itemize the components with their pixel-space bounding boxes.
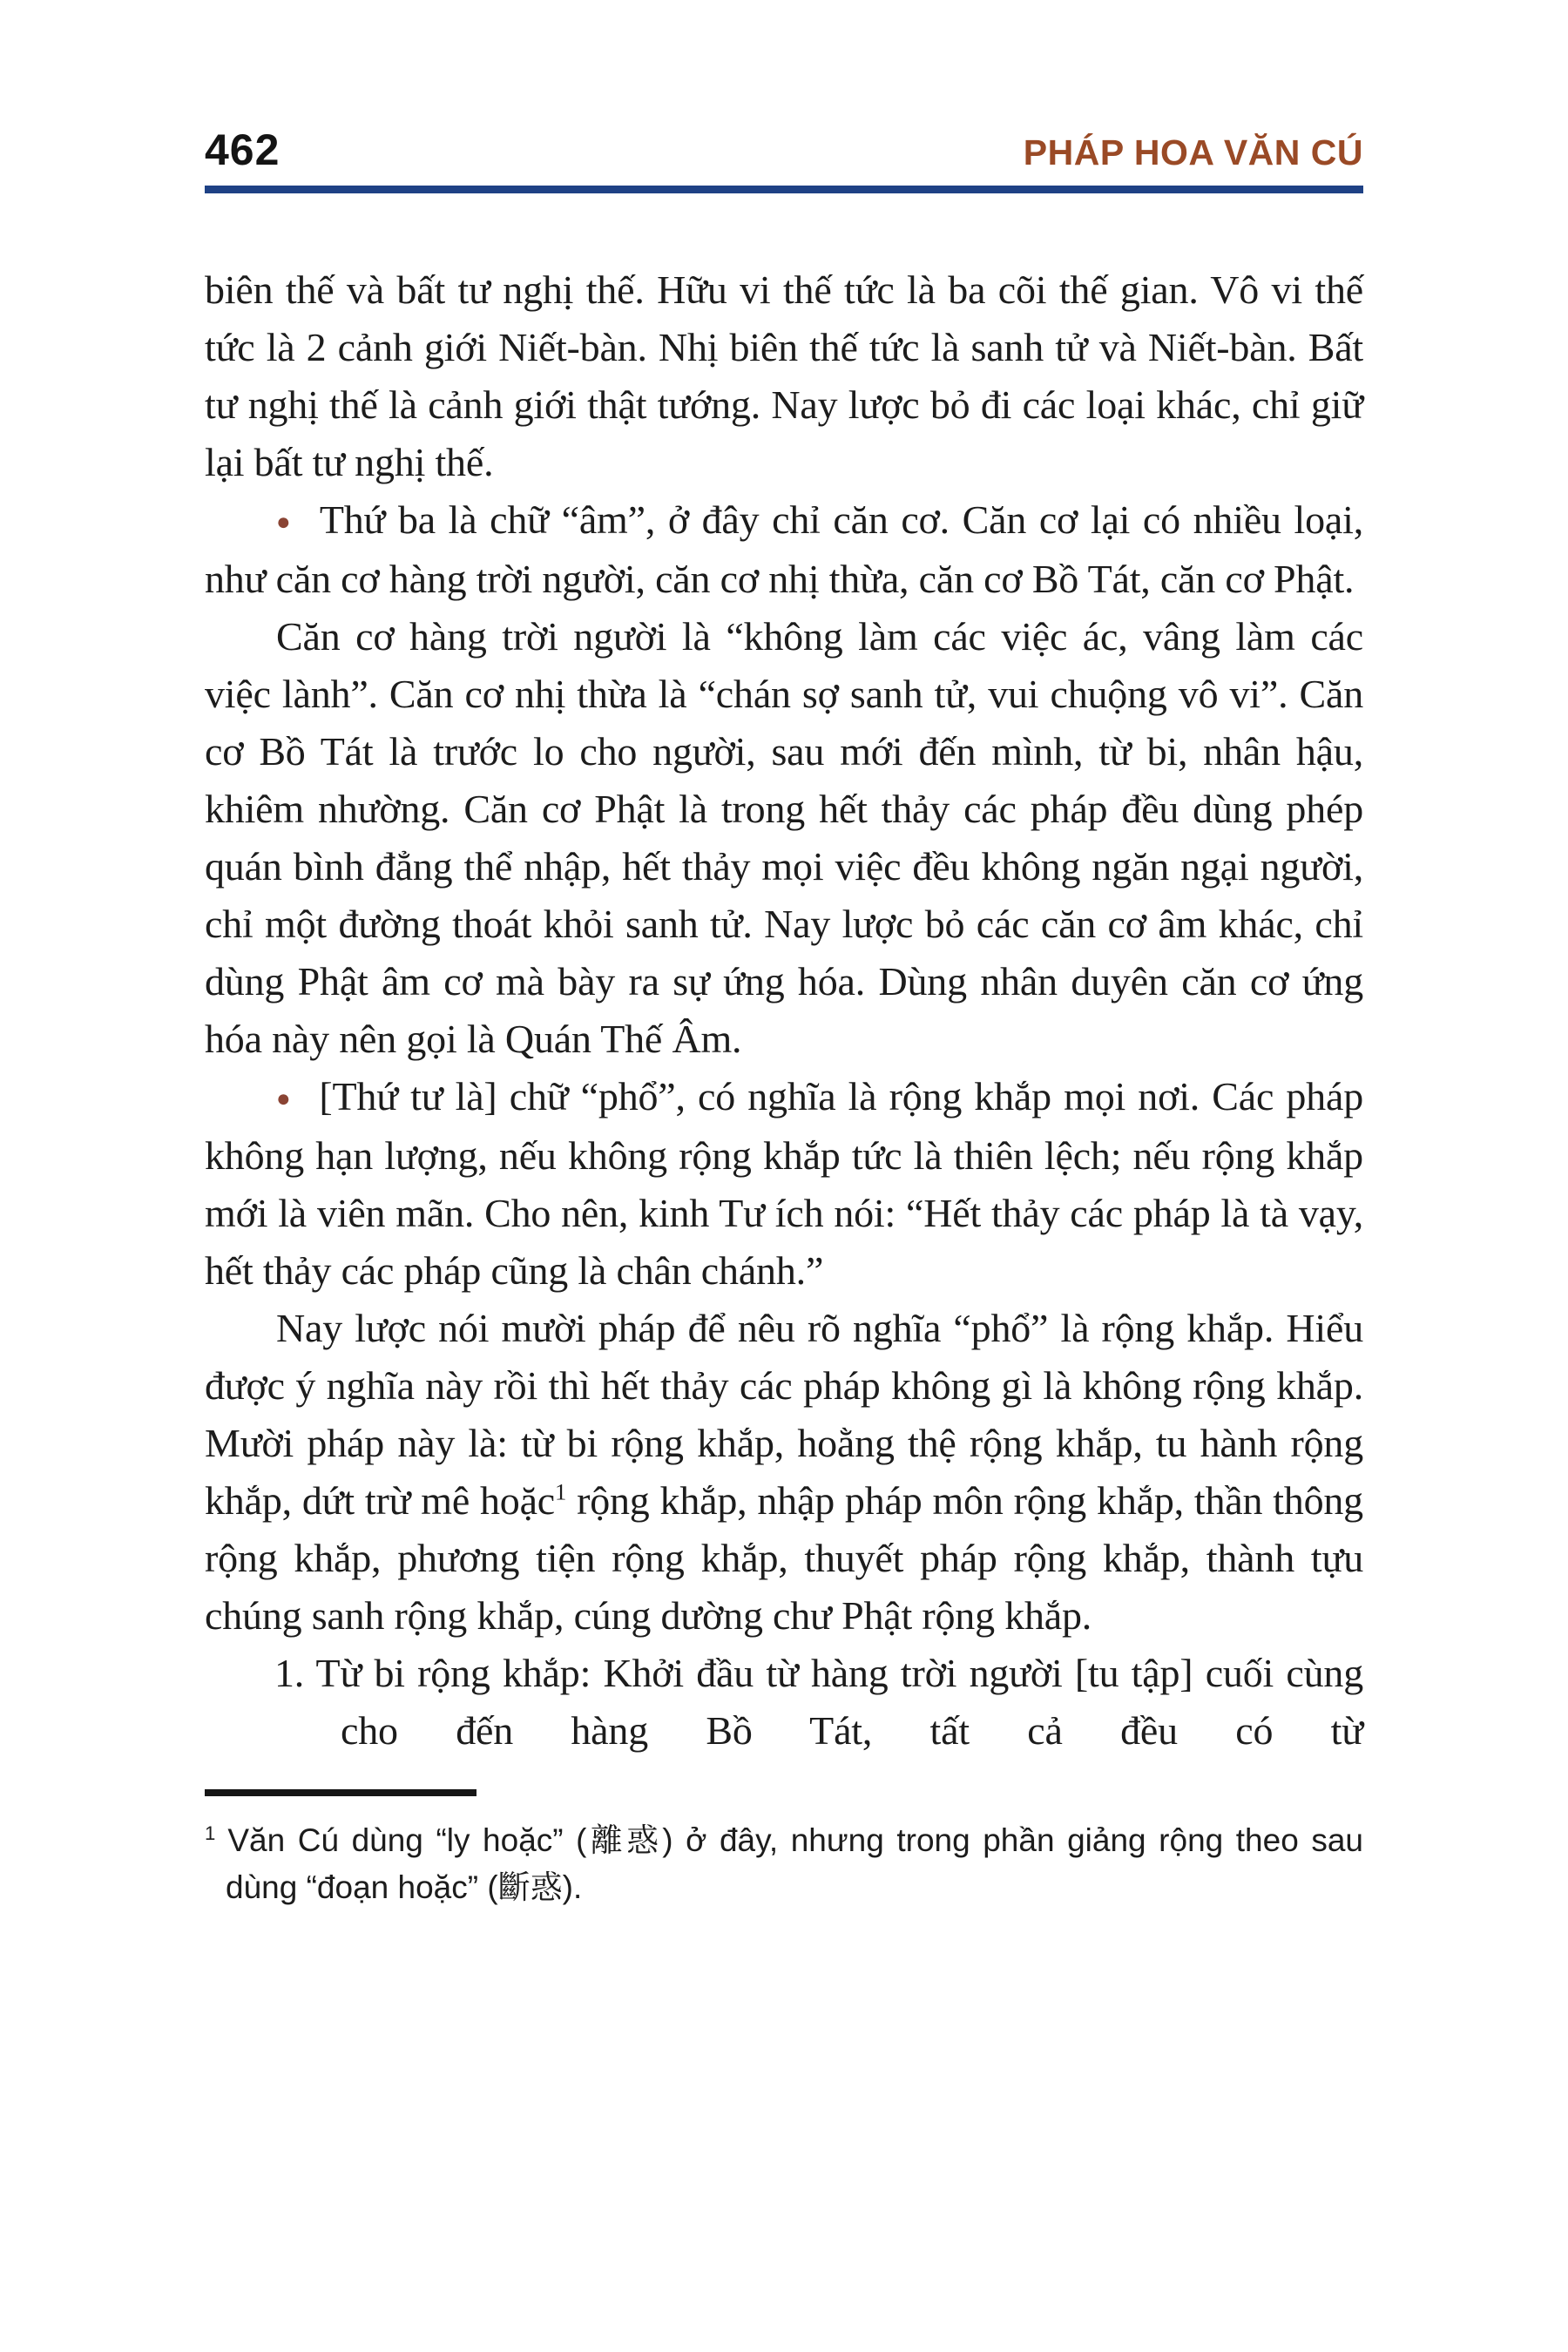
paragraph-ten-phap-text-start: Nay lược nói mười pháp để nêu rõ nghĩa “phổ” là rộng khắp. Hiểu được ý nghĩa này rồi thì hết thảy các pháp không gì là không rộng khắp. Mười pháp này là: từ bi rộng khắp, hoằng thệ rộng khắp, tu hành rộng khắp, dứt trừ mê hoặc — [205, 1306, 1363, 1524]
header-rule — [205, 186, 1363, 193]
paragraph-ten-phap-text-end: rộng khắp, nhập pháp môn rộng khắp, thần thông rộng khắp, phương tiện rộng khắp, thuyết pháp rộng khắp, thành tựu chúng sanh rộng khắp, cúng dường chư Phật rộng khắp. — [205, 1478, 1363, 1639]
paragraph-bullet-am — [205, 491, 1363, 608]
paragraph-bullet-am-text: Thứ ba là chữ “âm”, ở đây chỉ căn cơ. Căn cơ lại có nhiều loại, như căn cơ hàng trời người, căn cơ nhị thừa, căn cơ Bồ Tát, căn cơ Phật. — [205, 497, 1363, 602]
bullet-icon: ● — [276, 508, 294, 536]
page-number: 462 — [205, 125, 280, 174]
paragraph-bullet-pho-text: [Thứ tư là] chữ “phổ”, có nghĩa là rộng khắp mọi nơi. Các pháp không hạn lượng, nếu không rộng khắp tức là thiên lệch; nếu rộng khắp mới là viên mãn. Cho nên, kinh Tư ích nói: “Hết thảy các pháp là tà vạy, hết thảy các pháp cũng là chân chánh.” — [205, 1074, 1364, 1294]
footnote-marker: 1 — [205, 1821, 216, 1844]
footnote-area — [205, 1789, 1363, 1911]
paragraph-continuation: biên thế và bất tư nghị thế. Hữu vi thế tức là ba cõi thế gian. Vô vi thế tức là 2 cảnh giới Niết-bàn. Nhị biên thế tức là sanh tử và Niết-bàn. Bất tư nghị thế là cảnh giới thật tướng. Nay lược bỏ đi các loại khác, chỉ giữ lại bất tư nghị thế. — [205, 267, 1363, 484]
paragraph-ten-phap — [205, 1300, 1363, 1645]
bullet-icon: ● — [276, 1085, 294, 1112]
paragraph-bullet-pho — [205, 1068, 1363, 1300]
paragraph-can-co: Căn cơ hàng trời người là “không làm các việc ác, vâng làm các việc lành”. Căn cơ nhị thừa là “chán sợ sanh tử, vui chuộng vô vi”. Căn cơ Bồ Tát là trước lo cho người, sau mới đến mình, từ bi, nhân hậu, khiêm nhường. Căn cơ Phật là trong hết thảy các pháp đều dùng phép quán bình đẳng thể nhập, hết thảy mọi việc đều không ngăn ngại người, chỉ một đường thoát khỏi sanh tử. Nay lược bỏ các căn cơ âm khác, chỉ dùng Phật âm cơ mà bày ra sự ứng hóa. Dùng nhân duyên căn cơ ứng hóa này nên gọi là Quán Thế Âm. — [205, 614, 1363, 1062]
running-title: PHÁP HOA VĂN CÚ — [1023, 132, 1363, 172]
page-header — [205, 125, 1363, 175]
footnote-separator-rule — [205, 1789, 476, 1796]
paragraph-numbered-item-1: 1. Từ bi rộng khắp: Khởi đầu từ hàng trời người [tu tập] cuối cùng cho đến hàng Bồ Tát, tất cả đều có từ — [274, 1651, 1363, 1754]
footnote — [205, 1817, 1363, 1911]
footnote-text: Văn Cú dùng “ly hoặc” (離惑) ở đây, nhưng trong phần giảng rộng theo sau dùng “đoạn hoặc” (斷惑). — [226, 1822, 1363, 1906]
body-text — [205, 261, 1363, 1760]
footnote-reference: 1 — [555, 1478, 567, 1505]
page-content — [205, 0, 1363, 1911]
